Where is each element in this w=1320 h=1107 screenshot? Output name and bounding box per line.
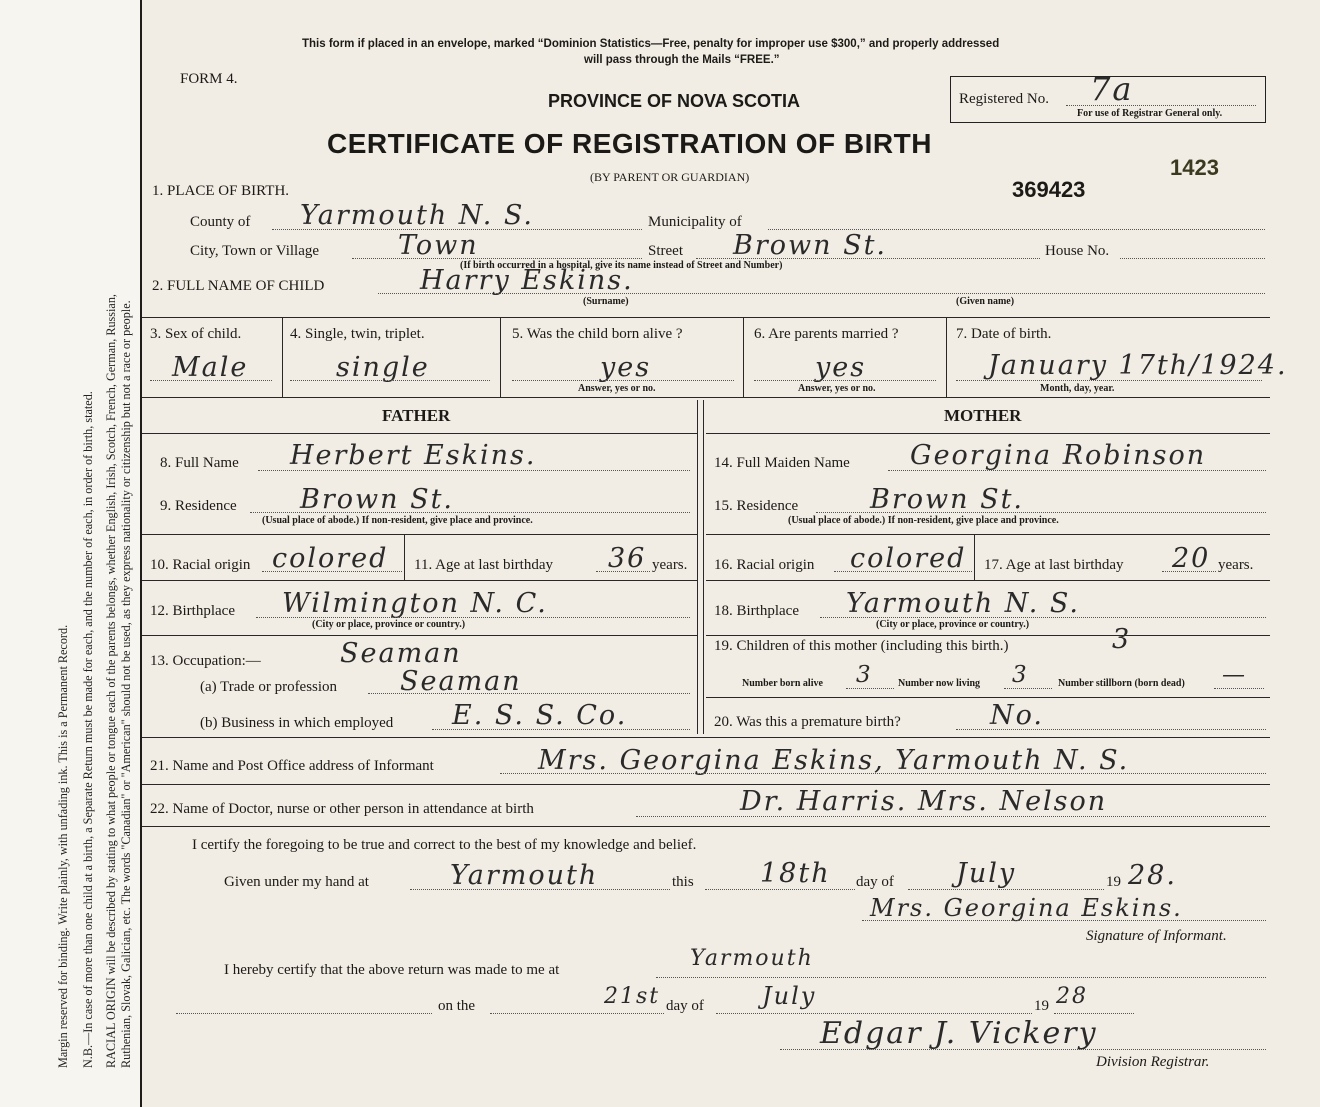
rule-parents-divider-a [697,400,698,734]
mother-residence-value: Brown St. [870,484,1025,515]
surname-note: (Surname) [583,296,629,307]
registrar-prefix-line [176,1013,432,1014]
margin-note-1: Margin reserved for binding. Write plainly, with unfading ink. This is a Permanent Record. [56,624,70,1068]
registrar-place-line [656,977,1266,978]
father-residence-value: Brown St. [300,484,455,515]
mother-name-label: 14. Full Maiden Name [714,455,850,471]
rule-mother-birthplace [706,635,1270,636]
hospital-note: (If birth occurred in a hospital, give its name instead of Street and Number) [460,260,783,271]
stillborn-line [1214,688,1264,689]
mother-birthplace-label: 18. Birthplace [714,603,799,619]
mother-birthplace-note: (City or place, province or country.) [876,619,1030,630]
mother-name-line [888,470,1266,471]
rule-mother-residence [706,534,1270,535]
rule-mother-head [706,433,1270,434]
stamp-number: 1423 [1170,155,1219,180]
date-of-birth-note: Month, day, year. [1040,383,1115,394]
registrar-place: Yarmouth [690,946,814,971]
registrar-signature: Edgar J. Vickery [820,1016,1098,1051]
born-alive-line [512,380,734,381]
municipality-label: Municipality of [648,214,742,230]
registrar-year-prefix: 19 [1034,998,1049,1014]
rule-father-head [142,433,697,434]
child-name-label: 2. FULL NAME OF CHILD [152,278,325,294]
registered-value: 7a [1090,70,1134,108]
mother-age-label: 17. Age at last birthday [984,557,1124,573]
father-business-line [432,729,690,730]
sex-label: 3. Sex of child. [150,326,242,342]
sex-value: Male [172,352,249,383]
father-name-label: 8. Full Name [160,455,239,471]
mother-residence-label: 15. Residence [714,498,799,514]
given-month-value: July [956,858,1017,889]
premature-value: No. [990,700,1044,731]
mother-birthplace-value: Yarmouth N. S. [846,588,1080,619]
rule-mother-children [706,697,1270,698]
province-heading: PROVINCE OF NOVA SCOTIA [548,91,801,111]
given-year-suffix: 28. [1128,860,1177,891]
father-heading: FATHER [382,406,451,425]
attendant-label: 22. Name of Doctor, nurse or other person in attendance at birth [150,801,534,817]
born-alive-label: 5. Was the child born alive ? [512,326,683,342]
mother-racial-label: 16. Racial origin [714,557,815,573]
rule-row3-div2 [500,317,501,397]
registrar-day-value: 21st [604,984,661,1009]
informant-signature-caption: Signature of Informant. [1086,928,1227,944]
attendant-line [636,816,1266,817]
rule-father-racial [142,580,697,581]
parents-married-note: Answer, yes or no. [798,383,876,394]
registrar-statement: I hereby certify that the above return was made to me at [224,962,560,978]
born-alive-value: yes [600,352,652,383]
father-birthplace-note: (City or place, province or country.) [312,619,466,630]
father-racial-line [262,571,402,572]
street-label: Street [648,243,683,259]
father-trade-value: Seaman [400,666,522,697]
house-number-label: House No. [1045,243,1110,259]
rule-mother-racial-age [974,534,975,580]
father-age-line [596,571,650,572]
serial-number: 369423 [1012,177,1086,202]
street-line [696,258,1040,259]
mother-racial-value: colored [850,543,967,574]
plurality-label: 4. Single, twin, triplet. [290,326,425,342]
rule-parents-bottom [142,737,1270,738]
father-name-value: Herbert Eskins. [290,440,537,471]
margin-note-4: Ruthenian, Slovak, Galician, etc. The words "Canadian" or "American" should not be used, as they express nationality or citizenship but not a race or people. [119,300,133,1068]
informant-signature-line [862,920,1266,921]
registered-note: For use of Registrar General only. [1077,108,1223,119]
mother-birthplace-line [820,617,1266,618]
informant-line [500,773,1266,774]
postal-notice-line-2: will pass through the Mails “FREE.” [584,54,780,66]
rule-father-birthplace [142,635,697,636]
registered-line [1066,105,1256,106]
certificate-title: CERTIFICATE OF REGISTRATION OF BIRTH [327,128,932,159]
informant-value: Mrs. Georgina Eskins, Yarmouth N. S. [538,745,1130,776]
given-day-of-label: day of [856,874,894,890]
rule-father-residence [142,534,697,535]
rule-row3-top [142,317,1270,318]
rule-attendant [142,826,1270,827]
parents-married-line [754,380,936,381]
given-at-line [410,889,670,890]
rule-row3-div4 [946,317,947,397]
father-residence-line [250,512,690,513]
father-residence-label: 9. Residence [160,498,237,514]
born-alive-note: Answer, yes or no. [578,383,656,394]
mother-children-value: 3 [1112,624,1132,655]
registrar-day-line [490,1013,664,1014]
father-birthplace-line [256,617,690,618]
rule-row3-bottom [142,397,1270,398]
informant-label: 21. Name and Post Office address of Informant [150,758,434,774]
registered-label: Registered No. [959,91,1049,107]
mother-heading: MOTHER [944,406,1022,425]
county-value: Yarmouth N. S. [300,200,534,231]
certify-statement: I certify the foregoing to be true and correct to the best of my knowledge and belief. [192,837,697,853]
registrar-month-line [716,1013,1032,1014]
mother-residence-line [816,512,1266,513]
father-name-line [258,470,690,471]
date-of-birth-value: January 17th/1924. [988,350,1288,381]
father-business-value: E. S. S. Co. [452,700,628,731]
father-abode-note: (Usual place of abode.) If non-resident, give place and province. [262,515,533,526]
mother-age-value: 20 [1172,543,1211,574]
registrar-year-suffix: 28 [1056,984,1088,1009]
rule-informant [142,784,1270,785]
date-of-birth-line [956,380,1262,381]
given-year-prefix: 19 [1106,874,1121,890]
registrar-signature-line [780,1049,1266,1050]
mother-racial-line [834,571,972,572]
county-label: County of [190,214,251,230]
certificate-subtitle: (BY PARENT OR GUARDIAN) [590,170,750,184]
given-at-label: Given under my hand at [224,874,369,890]
rule-father-racial-age [404,534,405,580]
now-living-line [1004,688,1052,689]
given-name-note: (Given name) [956,296,1015,307]
mother-years-label: years. [1218,557,1254,573]
given-at-place: Yarmouth [450,860,599,891]
father-trade-label: (a) Trade or profession [200,679,338,695]
informant-signature: Mrs. Georgina Eskins. [870,894,1183,922]
attendant-value: Dr. Harris. Mrs. Nelson [740,786,1108,817]
plurality-value: single [336,352,430,383]
now-living-label: Number now living [898,678,981,689]
street-value: Brown St. [733,230,888,261]
parents-married-value: yes [815,352,867,383]
place-of-birth-label: 1. PLACE OF BIRTH. [152,183,290,199]
form-number: FORM 4. [180,71,238,87]
father-occupation-value: Seaman [340,638,462,669]
date-of-birth-label: 7. Date of birth. [956,326,1052,342]
father-business-label: (b) Business in which employed [200,715,394,731]
mother-age-line [1162,571,1216,572]
given-month-line [908,889,1104,890]
mother-name-value: Georgina Robinson [910,440,1207,471]
now-living-value: 3 [1012,662,1029,688]
born-alive-count-line [846,688,894,689]
father-racial-value: colored [272,543,389,574]
given-day-value: 18th [760,858,831,889]
rule-row3-div3 [743,317,744,397]
sex-line [150,380,272,381]
rule-parents-divider-b [703,400,704,734]
parents-married-label: 6. Are parents married ? [754,326,899,342]
stillborn-value: — [1222,662,1247,688]
father-birthplace-label: 12. Birthplace [150,603,235,619]
registrar-year-line [1054,1013,1134,1014]
father-racial-label: 10. Racial origin [150,557,251,573]
margin-note-2: N.B.—In case of more than one child at a birth, a Separate Return must be made for each, and the number of each, in order of birth, stated. [81,391,95,1068]
registrar-on-label: on the [438,998,476,1014]
registrar-caption: Division Registrar. [1096,1054,1210,1070]
father-age-value: 36 [608,543,647,574]
child-name-value: Harry Eskins. [420,265,634,296]
rule-mother-racial [706,580,1270,581]
plurality-line [290,380,490,381]
child-name-line [378,293,1265,294]
given-this-label: this [672,874,694,890]
given-day-line [705,889,855,890]
mother-abode-note: (Usual place of abode.) If non-resident, give place and province. [788,515,1059,526]
margin-rule [140,0,142,1107]
premature-line [956,729,1266,730]
mother-children-label: 19. Children of this mother (including this birth.) [714,638,1009,654]
house-number-line [1120,258,1265,259]
city-line [352,258,642,259]
rule-row3-div1 [282,317,283,397]
father-trade-line [368,693,690,694]
city-label: City, Town or Village [190,243,320,259]
premature-label: 20. Was this a premature birth? [714,714,901,730]
registrar-day-of-label: day of [666,998,704,1014]
born-alive-count-value: 3 [856,662,873,688]
postal-notice-line-1: This form if placed in an envelope, marked “Dominion Statistics—Free, penalty for improper use $300,” and properly addressed [302,38,1000,50]
born-alive-count-label: Number born alive [742,678,823,689]
margin-note-3: RACIAL ORIGIN will be described by stating to what people or tongue each of the parents belongs, whether English, Irish, Scotch, French, German, Russian, [104,294,118,1068]
stillborn-label: Number stillborn (born dead) [1058,678,1185,689]
registrar-month-value: July [762,982,817,1010]
father-age-label: 11. Age at last birthday [414,557,553,573]
city-value: Town [398,230,479,261]
father-occupation-label: 13. Occupation:— [150,653,261,669]
father-years-label: years. [652,557,688,573]
father-birthplace-value: Wilmington N. C. [282,588,548,619]
